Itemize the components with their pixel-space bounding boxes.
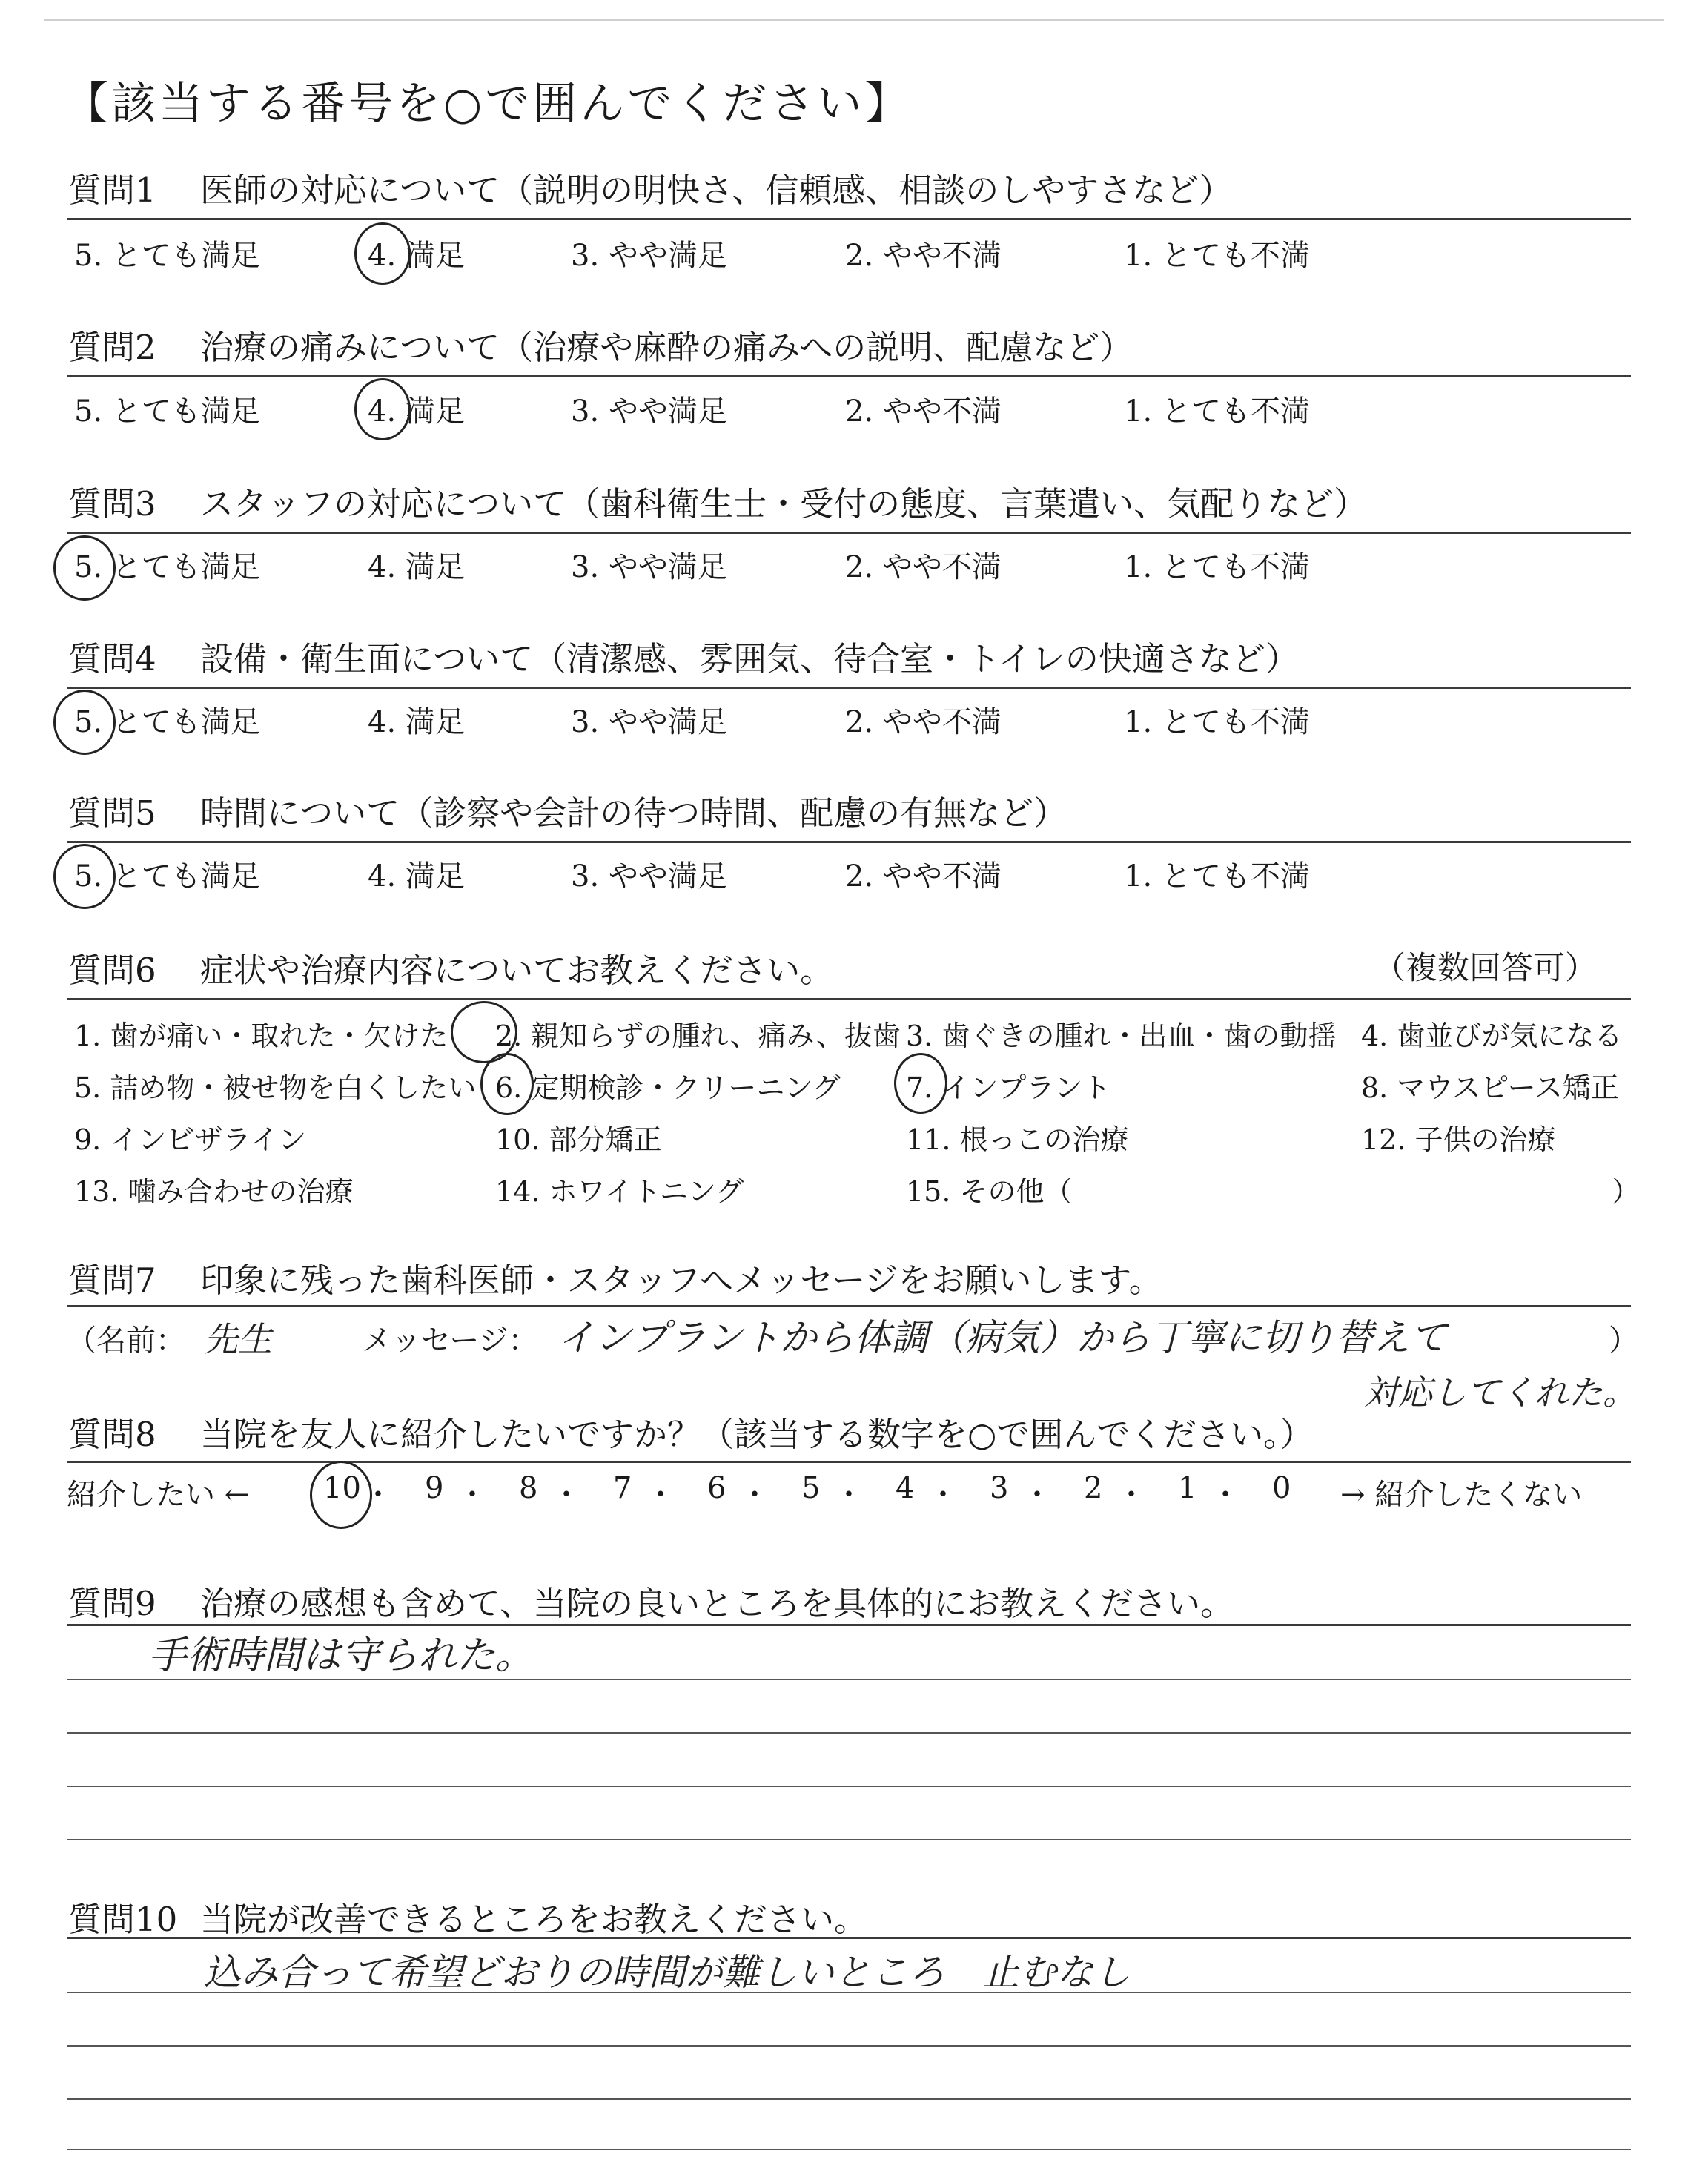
- scale-separator-dot: ・: [740, 1478, 769, 1512]
- q6-option-6[interactable]: 6. 定期検診・クリーニング: [495, 1071, 841, 1104]
- question-number: 質問5: [68, 793, 156, 833]
- question-number: 質問6: [68, 951, 156, 990]
- q10-answer-line: [67, 1992, 1631, 1993]
- q2-option-4[interactable]: 4. 満足: [368, 394, 465, 429]
- q1-selection-circle: [354, 222, 411, 285]
- q3-option-1[interactable]: 1. とても不満: [1124, 550, 1310, 584]
- q6-selection-circle-7: [894, 1053, 947, 1114]
- q6-option-13[interactable]: 13. 噛み合わせの治療: [74, 1175, 354, 1208]
- question-3-rule: [67, 532, 1631, 534]
- question-5-rule: [67, 841, 1631, 843]
- q4-option-1[interactable]: 1. とても不満: [1124, 705, 1310, 739]
- question-text: 症状や治療内容についてお教えください。: [200, 951, 834, 990]
- question-text: 時間について（診察や会計の待つ時間、配慮の有無など）: [200, 793, 1068, 833]
- q2-option-5[interactable]: 5. とても満足: [74, 394, 260, 429]
- q2-option-1[interactable]: 1. とても不満: [1124, 394, 1310, 429]
- q10-answer-line: [67, 2098, 1631, 2100]
- q5-selection-circle: [53, 844, 116, 909]
- question-8-rule: [67, 1461, 1631, 1463]
- q4-option-4[interactable]: 4. 満足: [368, 705, 465, 739]
- q5-option-3[interactable]: 3. やや満足: [571, 859, 727, 894]
- question-10-title: [68, 1892, 867, 1941]
- scale-number-1[interactable]: 1: [1178, 1471, 1197, 1505]
- scale-number-10[interactable]: 10: [323, 1471, 361, 1505]
- q3-option-4[interactable]: 4. 満足: [368, 550, 465, 584]
- scale-number-7[interactable]: 7: [613, 1471, 632, 1505]
- scale-number-3[interactable]: 3: [990, 1471, 1009, 1505]
- question-6-title: [68, 943, 833, 991]
- scale-number-8[interactable]: 8: [519, 1471, 538, 1505]
- question-text: 医師の対応について（説明の明快さ、信頼感、相談のしやすさなど）: [200, 171, 1233, 210]
- q6-option-3[interactable]: 3. 歯ぐきの腫れ・出血・歯の動揺: [906, 1020, 1337, 1052]
- q10-answer-line: [67, 2045, 1631, 2047]
- q8-selection-circle: [310, 1461, 372, 1529]
- question-3-title: [68, 477, 1367, 525]
- handwritten-message-line-2[interactable]: 対応してくれた。: [1364, 1373, 1637, 1413]
- name-label: （名前：: [67, 1324, 185, 1358]
- message-label: メッセージ：: [362, 1324, 538, 1358]
- scale-separator-dot: ・: [1211, 1478, 1240, 1512]
- q6-option-8[interactable]: 8. マウスピース矯正: [1361, 1071, 1619, 1104]
- question-7-title: [68, 1253, 1162, 1301]
- q5-option-2[interactable]: 2. やや不満: [845, 859, 1002, 894]
- scale-left-label: 紹介したい ←: [67, 1478, 250, 1512]
- scale-separator-dot: ・: [646, 1478, 675, 1512]
- handwritten-message-line-1[interactable]: インプラントから体調（病気）から丁寧に切り替えて: [557, 1316, 1447, 1359]
- question-8-title: [68, 1407, 1314, 1456]
- question-4-title: [68, 632, 1299, 680]
- question-number: 質問9: [68, 1584, 156, 1623]
- q2-option-2[interactable]: 2. やや不満: [845, 394, 1002, 429]
- question-number: 質問10: [68, 1900, 178, 1939]
- question-1-rule: [67, 218, 1631, 220]
- q1-option-5[interactable]: 5. とても満足: [74, 239, 260, 273]
- multiple-answers-note: （複数回答可）: [1374, 950, 1597, 987]
- q1-option-3[interactable]: 3. やや満足: [571, 239, 727, 273]
- question-text: 治療の感想も含めて、当院の良いところを具体的にお教えください。: [200, 1584, 1234, 1623]
- top-divider: [44, 19, 1664, 21]
- question-1-title: [68, 163, 1232, 211]
- question-2-title: [68, 320, 1133, 369]
- q9-answer-line: [67, 1732, 1631, 1734]
- q4-option-3[interactable]: 3. やや満足: [571, 705, 727, 739]
- q3-option-5[interactable]: 5. とても満足: [74, 550, 260, 584]
- question-text: 当院が改善できるところをお教えください。: [200, 1900, 868, 1939]
- question-text: スタッフの対応について（歯科衛生士・受付の態度、言葉遣い、気配りなど）: [200, 484, 1368, 524]
- q6-option-12[interactable]: 12. 子供の治療: [1361, 1123, 1556, 1156]
- q6-option-7[interactable]: 7. インプラント: [906, 1071, 1111, 1104]
- q6-option-11[interactable]: 11. 根っこの治療: [906, 1123, 1129, 1156]
- question-4-rule: [67, 687, 1631, 689]
- handwritten-name[interactable]: 先生: [204, 1319, 272, 1359]
- scale-right-label: → 紹介したくない: [1340, 1478, 1583, 1512]
- q6-option-2[interactable]: 2. 親知らずの腫れ、痛み、抜歯: [495, 1020, 901, 1052]
- q3-option-3[interactable]: 3. やや満足: [571, 550, 727, 584]
- q6-other-close-paren: ）: [1612, 1175, 1641, 1208]
- question-number: 質問3: [68, 484, 156, 524]
- question-number: 質問2: [68, 328, 156, 367]
- q3-option-2[interactable]: 2. やや不満: [845, 550, 1002, 584]
- q6-option-14[interactable]: 14. ホワイトニング: [495, 1175, 744, 1208]
- scale-separator-dot: ・: [457, 1478, 487, 1512]
- q6-option-9[interactable]: 9. インビザライン: [74, 1123, 307, 1156]
- q2-selection-circle: [354, 378, 411, 440]
- form-title: 【該当する番号を○で囲んでください】: [64, 78, 913, 130]
- q6-option-5[interactable]: 5. 詰め物・被せ物を白くしたい: [74, 1071, 477, 1104]
- scale-separator-dot: ・: [1022, 1478, 1052, 1512]
- scale-number-4[interactable]: 4: [896, 1471, 915, 1505]
- q6-option-4[interactable]: 4. 歯並びが気になる: [1361, 1020, 1623, 1052]
- question-number: 質問8: [68, 1415, 156, 1454]
- question-6-rule: [67, 998, 1631, 1000]
- q6-option-1[interactable]: 1. 歯が痛い・取れた・欠けた: [74, 1020, 448, 1052]
- question-7-rule: [67, 1305, 1631, 1307]
- q9-answer-line: [67, 1786, 1631, 1787]
- message-close-paren: ）: [1609, 1324, 1638, 1358]
- q6-option-15[interactable]: 15. その他（: [906, 1175, 1073, 1208]
- q1-option-2[interactable]: 2. やや不満: [845, 239, 1002, 273]
- scale-number-6[interactable]: 6: [707, 1471, 726, 1505]
- scale-separator-dot: ・: [928, 1478, 958, 1512]
- q10-answer-line: [67, 2149, 1631, 2150]
- q2-option-3[interactable]: 3. やや満足: [571, 394, 727, 429]
- scale-number-0[interactable]: 0: [1272, 1471, 1291, 1505]
- scale-separator-dot: ・: [834, 1478, 864, 1512]
- q1-option-1[interactable]: 1. とても不満: [1124, 239, 1310, 273]
- scale-separator-dot: ・: [552, 1478, 581, 1512]
- question-text: 設備・衛生面について（清潔感、雰囲気、待合室・トイレの快適さなど）: [200, 639, 1299, 678]
- q5-option-4[interactable]: 4. 満足: [368, 859, 465, 894]
- question-9-title: [68, 1576, 1234, 1625]
- scale-number-9[interactable]: 9: [425, 1471, 444, 1505]
- q4-option-2[interactable]: 2. やや不満: [845, 705, 1002, 739]
- q5-option-5[interactable]: 5. とても満足: [74, 859, 260, 894]
- q10-handwritten-answer[interactable]: 込み合って希望どおりの時間が難しいところ 止むなし: [204, 1951, 1131, 1994]
- q6-option-10[interactable]: 10. 部分矯正: [495, 1123, 662, 1156]
- scale-number-5[interactable]: 5: [801, 1471, 821, 1505]
- q3-selection-circle: [53, 535, 116, 601]
- q1-option-4[interactable]: 4. 満足: [368, 239, 465, 273]
- scale-number-2[interactable]: 2: [1084, 1471, 1103, 1505]
- question-number: 質問4: [68, 639, 156, 678]
- scale-separator-dot: ・: [1116, 1478, 1146, 1512]
- question-number: 質問1: [68, 171, 156, 210]
- question-text: 印象に残った歯科医師・スタッフへメッセージをお願いします。: [200, 1261, 1162, 1300]
- q9-handwritten-answer[interactable]: 手術時間は守られた。: [148, 1634, 534, 1678]
- q5-option-1[interactable]: 1. とても不満: [1124, 859, 1310, 894]
- q9-answer-line: [67, 1679, 1631, 1680]
- q6-selection-circle-6: [480, 1053, 534, 1115]
- question-10-rule: [67, 1937, 1631, 1939]
- question-number: 質問7: [68, 1261, 156, 1300]
- q4-option-5[interactable]: 5. とても満足: [74, 705, 260, 739]
- question-text: 治療の痛みについて（治療や麻酔の痛みへの説明、配慮など）: [200, 328, 1133, 367]
- question-2-rule: [67, 375, 1631, 377]
- q9-answer-line: [67, 1839, 1631, 1840]
- question-5-title: [68, 786, 1067, 834]
- q4-selection-circle: [53, 690, 116, 755]
- question-text: 当院を友人に紹介したいですか？（該当する数字を○で囲んでください。）: [200, 1415, 1314, 1454]
- scale-separator-dot: ・: [363, 1478, 393, 1512]
